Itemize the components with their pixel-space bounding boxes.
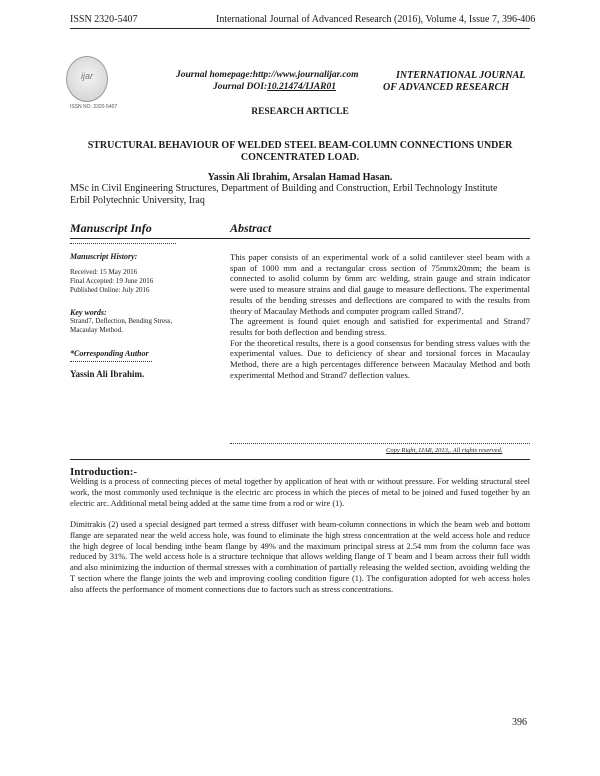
abstract-heading: Abstract (230, 221, 272, 235)
introduction-paragraph: Dimitrakis (2) used a special designed part termed a stress diffuser with beam-column connections in which the beam web and bottom flange are separated near the weld access hole, was found to eliminate the high stress concentration at the weld access hole and reduce the high degree of local bending inthe beam flange by 49% and the maximum principal stress at 2.54 mm from the column face was reduced by 31%. The weld access hole is a structure technique that allows welding flange of T beam and I beam across their full width and also minimizing the induction of thermal stresses with a combination of partially releasing the welded section, avoiding welding the T section where the flange joints the web and improving cooling condition figure (1). The configuration adopted for web access holes also affects the performance of moment connections due to factors such as stress concentrations. (70, 519, 530, 595)
abstract-paragraph: The agreement is found quiet enough and satisfied for experimental and Strand7 results for both deflection and bending stress. (230, 316, 530, 337)
issn-header: ISSN 2320-5407 (70, 14, 138, 25)
journal-name-line2: OF ADVANCED RESEARCH (383, 82, 509, 93)
final-accepted-date: Final Accepted: 19 June 2016 (70, 277, 154, 285)
article-type: RESEARCH ARTICLE (251, 107, 349, 117)
logo-text: ijar (80, 71, 93, 81)
title-line-1: STRUCTURAL BEHAVIOUR OF WELDED STEEL BEAM-COLUMN CONNECTIONS UNDER (87, 140, 513, 151)
keywords-line-1: Strand7, Deflection, Bending Stress, (70, 317, 173, 325)
keywords (70, 317, 172, 335)
introduction-body (70, 477, 530, 606)
title-line-2: CONCENTRATED LOAD. (240, 152, 360, 163)
abstract-paragraph: For the theoretical results, there is a good consensus for bending stress values with the experimental values. Due to deficiency of shear and torsional forces in Macaulay Method, there are a high percentages difference between Macaulay Method and both experimental Method and Strand7 deflection values. (230, 337, 530, 380)
page-number: 396 (512, 717, 527, 728)
introduction-paragraph: Welding is a process of connecting pieces of metal together by application of heat with or without pressure. For welding structural steel work, the most commonly used technique is the electric arc process in which the pieces of metal to be joined and fused together by an electric arc. Additional metal being added at the same time from a rod or wire (1). (70, 477, 530, 508)
authors: Yassin Ali Ibrahim, Arsalan Hamad Hasan. (207, 172, 393, 183)
keywords-heading: Key words: (70, 308, 107, 317)
section-heading-rule (70, 238, 530, 239)
published-date: Published Online: July 2016 (70, 286, 150, 294)
paper-title (60, 140, 540, 164)
journal-name-line1: INTERNATIONAL JOURNAL (396, 70, 526, 81)
received-date: Received: 15 May 2016 (70, 268, 138, 276)
manuscript-dates (70, 268, 153, 295)
copyright-notice: Copy Right, IJAR, 2013,. All rights reserved. (386, 447, 503, 454)
abstract-section-rule (70, 459, 530, 460)
divider-dotted (70, 361, 152, 362)
affiliation-line-2: Erbil Polytechnic University, Iraq (70, 195, 205, 206)
abstract-body (230, 252, 530, 380)
journal-doi[interactable] (213, 82, 336, 92)
journal-reference: International Journal of Advanced Research (2016), Volume 4, Issue 7, 396-406 (216, 14, 536, 25)
divider-dotted (70, 243, 176, 244)
manuscript-info-heading: Manuscript Info (70, 221, 152, 235)
abstract-end-rule (230, 443, 530, 444)
doi-value[interactable]: 10.21474/IJAR01 (267, 82, 337, 92)
introduction-heading: Introduction:- (70, 466, 138, 478)
corresponding-author-heading: *Corresponding Author (70, 349, 149, 358)
journal-logo-icon (66, 56, 108, 102)
journal-homepage[interactable]: Journal homepage:http://www.journalijar.com (176, 70, 359, 80)
corresponding-author-name: Yassin Ali Ibrahim. (70, 369, 145, 379)
manuscript-history-heading: Manuscript History: (70, 252, 138, 261)
logo-issn: ISSN NO. 2320-5407 (70, 104, 118, 110)
doi-label: Journal DOI: (213, 82, 268, 92)
affiliation (70, 183, 550, 207)
keywords-line-2: Macaulay Method. (70, 326, 123, 334)
abstract-paragraph: This paper consists of an experimental work of a solid cantilever steel beam with a span of 1000 mm and a rectangular cross section of 75mmx20mm; the beam is connected to asolid column by 6mm arc welding, strain gauge and strain indicator were used to measure strains and dial gauge to measure deflections. The experimental results of the bending stresses and deflections are compared to with the results from theory of Macaulay Methods and computer program called Strand7. (230, 252, 530, 316)
affiliation-line-1: MSc in Civil Engineering Structures, Department of Building and Construction, Erbil Technology Institute (70, 183, 498, 194)
header-rule (70, 28, 530, 29)
